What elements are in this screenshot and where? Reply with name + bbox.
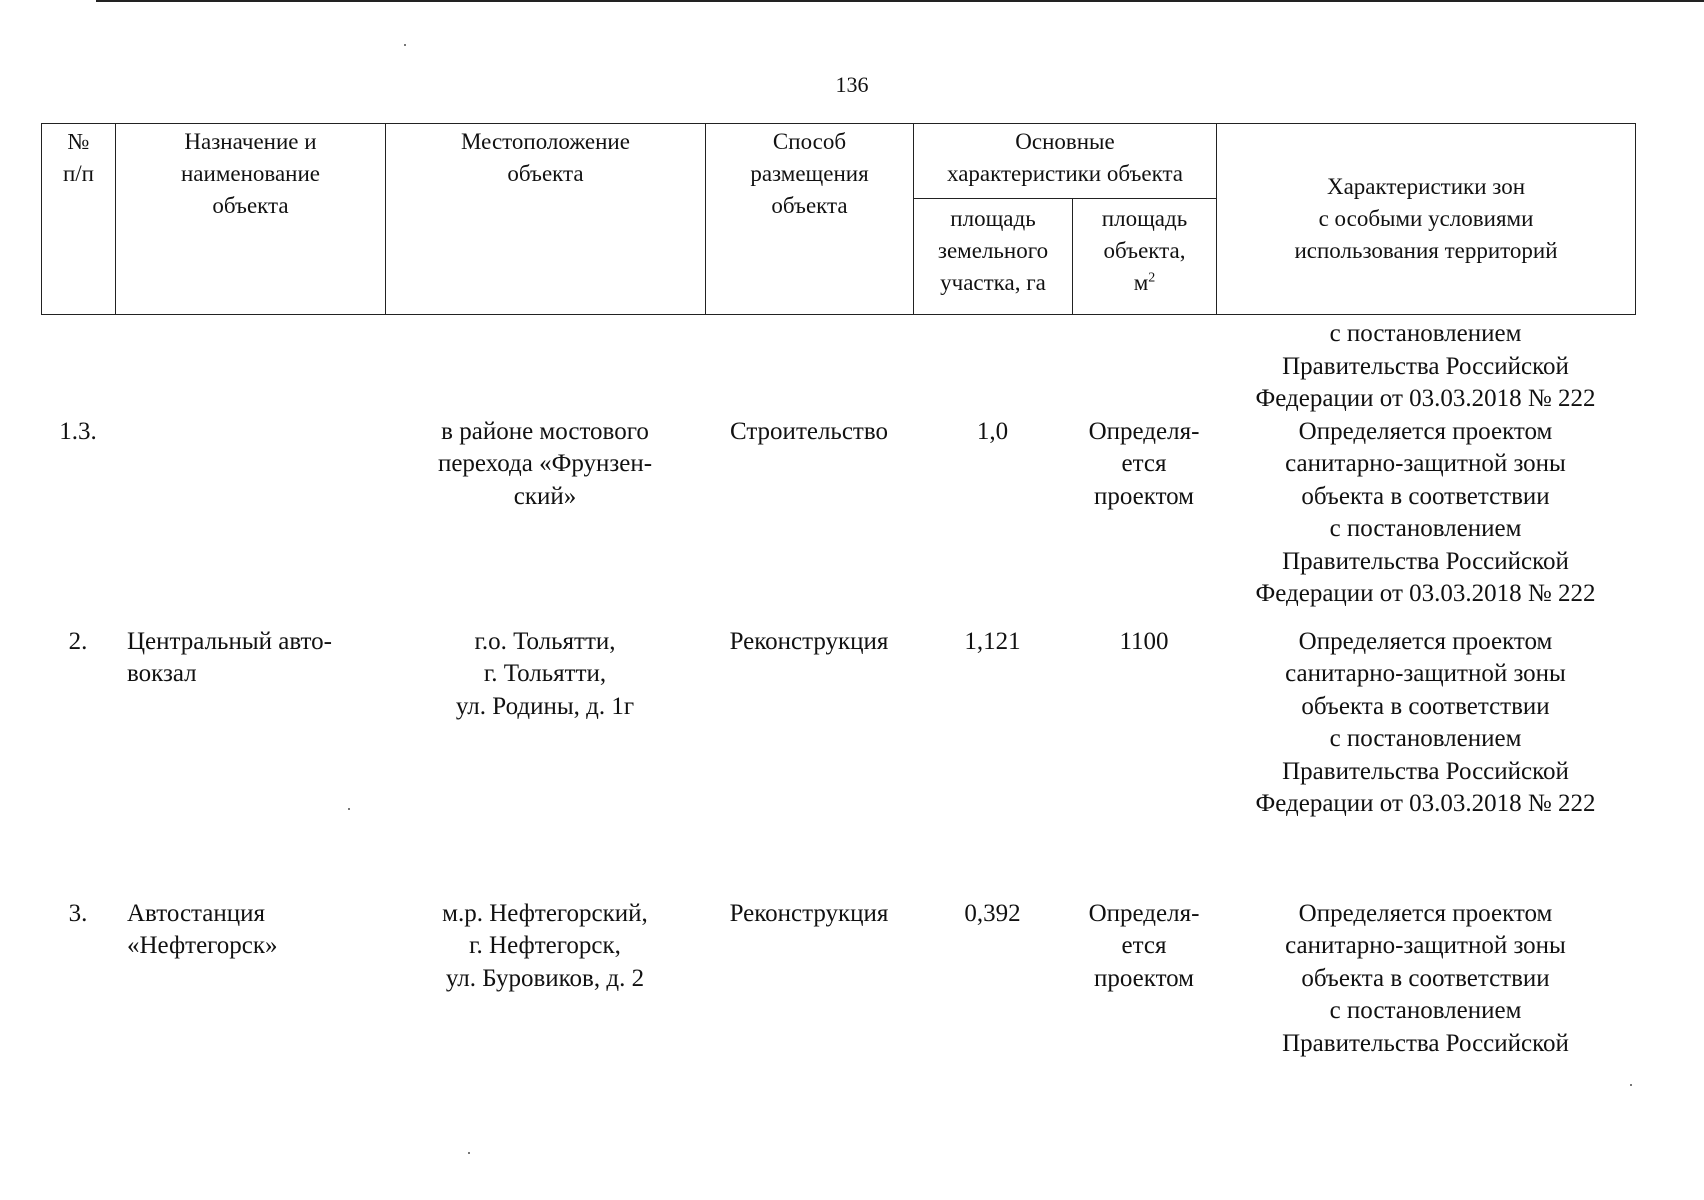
table-row xyxy=(41,416,1635,626)
scan-speck xyxy=(468,1152,470,1154)
row-location: м.р. Нефтегорский, г. Нефтегорск, ул. Буровиков, д. 2 xyxy=(442,899,648,992)
header-object-area: площадь объекта, $м^2$ xyxy=(1073,199,1217,315)
header-name: Назначение и наименование объекта xyxy=(116,124,386,315)
row-name: Автостанция «Нефтегорск» xyxy=(127,899,278,959)
row-zones: Определяется проектом санитарно-защитной зоны объекта в соответствии с постановлением Правительства Российской Федерации от 03.03.2018 № 222 xyxy=(1255,627,1596,817)
table-header xyxy=(41,123,1636,315)
row-name: Центральный авто- вокзал xyxy=(127,627,332,687)
header-zones: Характеристики зон с особыми условиями использования территорий xyxy=(1217,124,1636,315)
header-num: № п/п xyxy=(42,124,116,315)
row-object-area: Определя- ется проектом xyxy=(1088,899,1200,992)
header-main-characteristics: Основные характеристики объекта xyxy=(914,124,1217,199)
continuation-zones-cell: с постановлением Правительства Российской Федерации от 03.03.2018 № 222 xyxy=(1255,320,1596,412)
table-row xyxy=(41,626,1635,898)
row-land-area: 1,121 xyxy=(964,627,1021,655)
table-row-continuation xyxy=(41,318,1635,416)
row-number: 2. xyxy=(68,627,88,655)
row-land-area: 1,0 xyxy=(976,417,1009,445)
row-method: Реконструкция xyxy=(729,627,889,655)
row-land-area: 0,392 xyxy=(964,899,1021,927)
scan-border-line xyxy=(96,0,1704,2)
row-object-area: 1100 xyxy=(1119,627,1169,655)
page-number: 136 xyxy=(835,72,869,97)
scan-speck xyxy=(404,44,406,46)
row-method: Реконструкция xyxy=(729,899,889,927)
scan-speck xyxy=(1630,1084,1632,1086)
row-zones: Определяется проектом санитарно-защитной зоны объекта в соответствии с постановлением Правительства Российской Федерации от 03.03.2018 № 222 xyxy=(1255,417,1596,607)
row-method: Строительство xyxy=(729,417,888,445)
row-location: г.о. Тольятти, г. Тольятти, ул. Родины, д. 1г xyxy=(455,627,635,720)
row-number: 1.3. xyxy=(59,417,97,445)
header-method: Способ размещения объекта xyxy=(706,124,914,315)
table-row xyxy=(41,898,1635,1061)
row-object-area: Определя- ется проектом xyxy=(1088,417,1200,510)
row-name xyxy=(115,416,385,626)
object-area-unit: $м^2$ xyxy=(1133,270,1156,295)
header-land-area: площадь земельного участка, га xyxy=(914,199,1073,315)
scan-speck xyxy=(348,808,350,810)
row-zones: Определяется проектом санитарно-защитной зоны объекта в соответствии с постановлением Правительства Российской xyxy=(1282,899,1569,1057)
table-body xyxy=(41,318,1635,1060)
header-location: Местоположение объекта xyxy=(386,124,706,315)
row-location: в районе мостового перехода «Фрунзен- ский» xyxy=(437,417,653,510)
row-number: 3. xyxy=(68,899,88,927)
